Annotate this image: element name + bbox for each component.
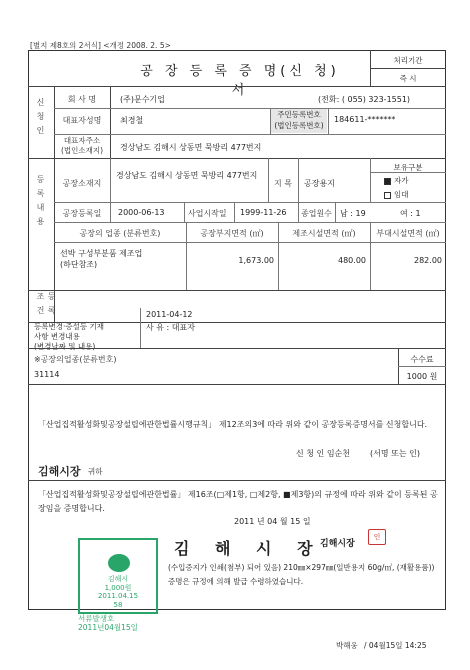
- processing-period-value: 즉 시: [399, 74, 417, 83]
- recipient-suffix: 귀하: [88, 467, 103, 476]
- emblem-icon: [108, 554, 130, 572]
- industry-code-value: 31114: [34, 370, 60, 379]
- ownership-rent[interactable]: 임대: [384, 189, 409, 200]
- employees-label: 종업원수: [301, 209, 332, 218]
- factory-address-label: 공장소재지: [62, 179, 102, 188]
- fee-value: 1000 원: [406, 372, 438, 381]
- change-label: 등록변경·증설등 기재 사항 변경내용 (변경날짜 및 내용): [34, 322, 104, 351]
- processing-period-label: 처리기간: [393, 56, 423, 65]
- id-number-value: 184611-*******: [334, 115, 396, 124]
- stamp-footer: 서류발생호 2011년04월15일: [78, 614, 138, 632]
- business-start-value: 1999-11-26: [240, 208, 287, 217]
- ownership-self[interactable]: 자가: [384, 175, 409, 186]
- official-seal: 인: [368, 529, 386, 545]
- representative-value: 최경철: [120, 116, 144, 125]
- mfg-area-value: 480.00: [338, 256, 366, 265]
- issuer-name: 박해웅: [336, 641, 358, 650]
- applicant-signature-line: 신 청 인 임순천: [296, 449, 350, 458]
- address-value: 경상남도 김해시 상동면 묵방리 477번지: [120, 143, 262, 152]
- industry-code-label: ※공장의업종(분류번호): [34, 355, 117, 364]
- revenue-stamp: 김해시 1,000원 2011.04.15 58: [78, 538, 158, 614]
- phone-value: (전화: ( 055) 323-1551): [318, 95, 411, 104]
- industry-header: 공장의 업종 (분류번호): [79, 229, 161, 238]
- factory-address-value: 경상남도 김해시 상동면 묵방리 477번지: [116, 171, 258, 180]
- form-number: [별지 제8호의 2서식] <개정 2008. 2. 5>: [30, 41, 171, 50]
- change-date: 2011-04-12: [146, 310, 193, 319]
- site-area-value: 1,673.00: [238, 256, 274, 265]
- mayor-name-large: 김 해 시 장: [174, 539, 323, 558]
- registration-section-label: 등록내용: [36, 175, 45, 231]
- registration-date-label: 공장등록일: [62, 209, 102, 218]
- issue-datetime: / 04월15일 14:25: [364, 641, 427, 650]
- land-category-value: 공장용지: [304, 179, 335, 188]
- company-label: 회 사 명: [67, 95, 97, 104]
- employees-male: 남 : 19: [340, 209, 366, 218]
- aux-area-value: 282.00: [414, 256, 442, 265]
- sign-note: (서명 또는 인): [370, 449, 420, 458]
- form-title: 공 장 등 록 증 명(신 청) 서: [140, 64, 340, 98]
- checkbox-empty-icon: [384, 192, 391, 199]
- address-label: 대표자주소 (법인소재지): [60, 136, 104, 155]
- paper-note-1: (수입증지가 인쇄(첨부) 되어 있음) 210㎜×297㎜(일반용지 60g/㎡, (재활용품)): [168, 563, 435, 572]
- mayor-name-small: 김해시장: [320, 539, 355, 549]
- registration-date-value: 2000-06-13: [118, 208, 165, 217]
- recipient: 김해시장: [38, 465, 81, 478]
- business-start-label: 사업시작일: [188, 209, 227, 218]
- change-reason: 사 유 : 대표자: [146, 323, 195, 332]
- employees-female: 여 : 1: [400, 209, 421, 218]
- industry-value: 선박 구성부분품 제조업 (하단참조): [60, 249, 143, 269]
- aux-area-header: 부대시설면적 (㎡): [376, 229, 440, 238]
- applicant-section-label: 신청인: [36, 98, 45, 140]
- checkbox-checked-icon: [384, 178, 391, 185]
- paper-note-2: 증명은 규정에 의해 발급 수령하였습니다.: [168, 577, 304, 586]
- land-category-label: 지 목: [274, 179, 292, 188]
- certification-date: 2011 년 04 월 15 일: [234, 517, 311, 526]
- representative-label: 대표자성명: [62, 116, 102, 125]
- certification-statement: 「산업집적활성화및공장설립에관한법률」 제16조(□제1항, □제2항, ■제3항)의 규정에 따라 위와 같이 등록된 공장임을 증명합니다.: [38, 490, 438, 513]
- company-value: (주)문수기업: [120, 95, 165, 104]
- mfg-area-header: 제조시설면적 (㎡): [292, 229, 356, 238]
- conditions-label: 등록조건: [36, 292, 56, 320]
- site-area-header: 공장부지면적 (㎡): [200, 229, 264, 238]
- id-number-label: 주민등록번호 (법인등록번호): [271, 109, 327, 133]
- fee-label: 수수료: [410, 355, 434, 364]
- ownership-label: 보유구분: [393, 163, 423, 172]
- application-statement: 「산업집적활성화및공장설립에관한법률시행규칙」 제12조의3에 따라 위와 같이 공장등록증명서를 신청합니다.: [38, 420, 428, 429]
